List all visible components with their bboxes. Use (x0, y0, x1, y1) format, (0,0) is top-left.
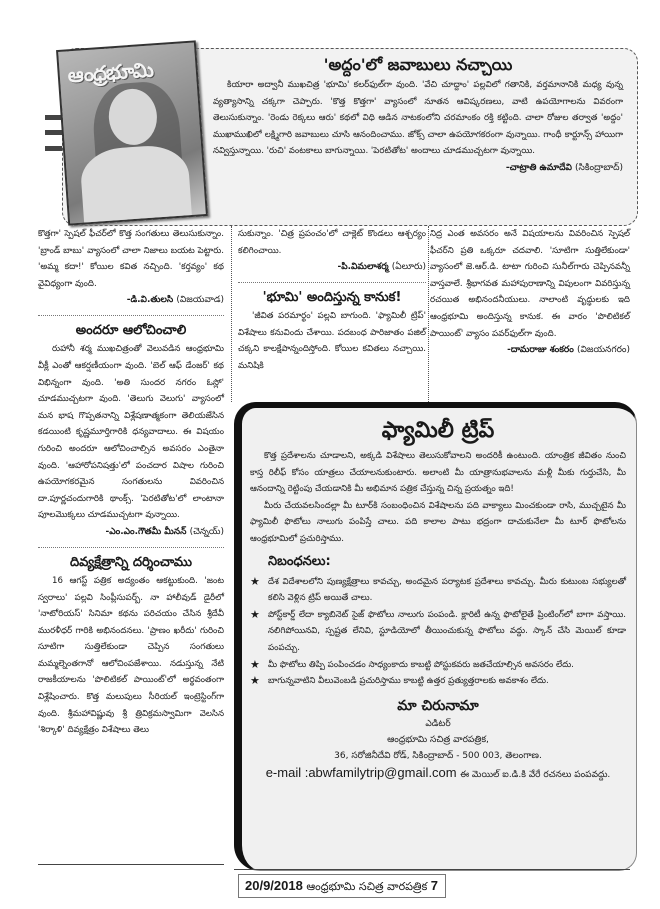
section-divider (238, 282, 426, 283)
letter-body: 'జీవిత పరమార్థం' పల్లవి బాగుంది. 'ఫ్యామిలీ ట్రిప్' విశేషాలు కనువిందు చేశాయి. పదబంధ పారిజాతం పజిల్ చక్కని కాలక్షేపాన్నందిస్తోంది. కోయిల కవితలు నచ్చాయి. మనిషికి (238, 311, 426, 371)
email-line (250, 764, 626, 784)
cover-masthead: ఆంధ్రభూమి (66, 57, 154, 88)
column-3 (430, 226, 630, 358)
column-2 (238, 226, 426, 375)
letter-body: 16 ఆగస్ట్ పత్రిక అద్యంతం ఆకట్టుకుంది. 'జంట స్వరాలు' పల్లవి సింప్లీసుపర్బ్. నా హాలీవుడ్ డైరీలో 'నాటోరియస్' సినిమా కథను పరిచయం చేసిన శ్రీదేవీ మురళీధర్ గారికి అభినందనలు. 'ప్రాణం ఖరీదు' గురించి సూటిగా సుత్తిలేకుండా చెప్పిన సంగతులు మమ్మల్నెంతగానో ఆలోచింపజేశాయి. నడుస్తున్న నేటి రాజకీయాలను 'పొలిటికల్ పాయింట్'లో అర్థవంతంగా విశ్లేషించారు. కొత్త మలుపులు సీరియల్ ఇంట్రెస్టింగ్‌గా వుంది. శ్రీమహావిష్ణువు శ్రీ త్రివిక్రమస్వామిగా వెలసిన 'శిర్కాళి' దివ్యక్షేత్రం విశేషాలు తెలు (38, 575, 224, 736)
column-1 (38, 226, 224, 739)
signature-place: (విజయవాడ) (176, 295, 224, 306)
signature-name: -ఎం.ఎం.గౌతమీ మీనన్ (105, 526, 187, 537)
page-footer (238, 874, 446, 898)
signature-place: (సికింద్రాబాద్) (575, 162, 623, 173)
rules-title: నిబంధనలు: (268, 553, 331, 569)
address-line: ఎడిటర్ (425, 718, 451, 729)
section-divider (38, 547, 224, 548)
letter-signature (238, 259, 426, 275)
letter-body: కొత్తగా' స్పెషల్ ఫీచర్‌లో కొత్త సంగతులు తెలుసుకున్నాం. 'బ్రాండ్ బాబు' వ్యాసంలో చాలా నిజాలు బయట పెట్టారు. 'అమ్మ కదా!' కోయిల కవిత నచ్చింది. 'కర్తవ్యం' కథ వైవిధ్యంగా వుంది. (38, 229, 224, 289)
rule-item (250, 574, 626, 607)
letter-body: రుహానీ శర్మ ముఖచిత్రంతో వెలువడిన ఆంధ్రభూమి వీక్లీ ఎంతో ఆకర్షణీయంగా వుంది. 'బెల్ ఆఫ్ డేంజర్' కథ విభిన్నంగా వుంది. 'అతి సుందర నగరం ఓస్లో' చూడముచ్చటగా వుంది. 'తెలుగు వెలుగు' వ్యాసంలో మన భాష గొప్పతనాన్ని విశ్లేషణాత్మకంగా తెలియజేసిన కడయింటి కృష్ణమూర్తిగారికి ధన్యవాదాలు. ఈ విషయం గురించి అందరూ ఆలోచించాల్సిన అవసరం ఎంతైనా వుంది. 'ఆహారోపనిషత్తు'లో పంచదార విషాల గురించి ఉపయోగకరమైన సంగతులను వివరించిన దా.పూర్ణచందుగారికి థాంక్స్. 'పెరటితోట'లో లాంటానా పూలమొక్కలు చూడముచ్చటగా వున్నాయి. (38, 344, 224, 521)
email-link[interactable]: abwfamilytrip@gmail.com (308, 764, 457, 780)
rule-item (250, 673, 626, 690)
magazine-cover-image (56, 40, 208, 225)
bottom-rule (38, 864, 224, 865)
family-trip-intro: కొత్త ప్రదేశాలను చూడాలని, అక్కడి విశేషాలు తెలుసుకోవాలని అందరికీ ఉంటుంది. యాంత్రిక జీవితం నుంచి కాస్త రిలీఫ్ కోసం యాత్రలు చేయాలనుకుంటారు. అలాంటి మీ యాత్రానుభవాలను మళ్లీ మీకు గుర్తుచేసి, మీ ఆనందాన్ని రెట్టింపు చేయడానికి మీ అభిమాన పత్రిక చేస్తున్న చిన్న ప్రయత్నం ఇది! (250, 451, 626, 495)
top-letter-signature (213, 160, 623, 176)
top-letter-heading: 'అద్దం'లో జవాబులు నచ్చాయి (323, 55, 513, 74)
signature-name: -డి.వి.తులసి (126, 295, 174, 306)
section-divider (38, 315, 224, 316)
column-divider (428, 226, 429, 402)
letter-signature (430, 342, 630, 358)
letter-heading: దివ్యక్షేత్రాన్ని దర్శించాము (69, 554, 193, 570)
rule-text: బాగున్నవాటిని వీలువెంబడి ప్రచురిస్తాము కాబట్టి ఉత్తర ప్రత్యుత్తరాలకు అవకాశం లేదు. (268, 676, 549, 687)
address-line: 36, సరోజినీదేవి రోడ్, సికింద్రాబాద్ - 500 003, తెలంగాణ. (334, 750, 542, 761)
email-note: ఈ మెయిల్ ఐ.డి.కి వేరే రచనలు పంపవద్దు. (460, 769, 611, 780)
page-number: 7 (430, 878, 439, 893)
letter-heading: అందరూ ఆలోచించాలి (75, 323, 187, 339)
column-divider (231, 226, 232, 402)
rule-text: పోస్ట్‌కార్డ్ లేదా క్యాబినెట్ సైజ్ ఫొటోలు నాలుగు పంపండి. క్లారిటీ ఉన్న ఫొటోలైతే ప్రింటింగ్‌లో బాగా వస్తాయి. నలిగిపోయినవి, స్పష్టత లేనివి, స్టూడియోలో తీయించుకున్న ఫొటోలు వద్దు. స్కాన్ చేసి మెయిల్ కూడా పంపచ్చు. (268, 609, 626, 653)
signature-name: -పి.విమలాశర్మ (337, 262, 389, 273)
rule-item (250, 607, 626, 657)
letter-heading: 'భూమి' అందిస్తున్న కానుక! (262, 290, 402, 306)
footer-publication: ఆంధ్రభూమి సచిత్ర వారపత్రిక (306, 880, 428, 893)
star-bullet-icon: ★ (250, 574, 260, 588)
cover-model-body (79, 143, 192, 225)
email-label: e-mail : (265, 764, 309, 780)
signature-place: (ఏలూరు) (391, 262, 426, 273)
address-line: ఆంధ్రభూమి సచిత్ర వారపత్రిక, (387, 734, 489, 745)
signature-place: (విజయనగరం) (576, 345, 630, 356)
rule-text: మీ ఫొటోలు తిప్పి పంపించడం సాధ్యంకాదు కాబట్టి పోస్టుకవరు జతచేయాల్సిన అవసరం లేదు. (268, 659, 574, 670)
family-trip-box (234, 402, 637, 871)
family-trip-instructions: మీరు చేయవలసిందల్లా మీ టూర్‌కి సంబంధించిన విశేషాలను పది వాక్యాలు మించకుండా రాసి, ముచ్చటైన మీ ఫ్యామిలీ ఫొటోలు నాలుగు పంపిస్తే చాలు. పది కాలాల పాటు భద్రంగా దాచుకునేలా మీ టూర్ ఫొటోలను ఆంధ్రభూమిలో ప్రచురిస్తాము. (250, 500, 627, 544)
family-trip-title: ఫ్యామిలీ ట్రిప్ (381, 418, 495, 443)
letter-body: నిద్ర ఎంత అవసరం అనే విషయాలను వివరించిన స్పెషల్ ఫీచర్‌ని ప్రతి ఒక్కరూ చదవాలి. 'సూటిగా సుత్తిలేకుండా' వ్యాసంలో జె.ఆర్.డి. టాటా గురించి సునీల్‌గారు చెప్పినవన్నీ వాస్తవాలే. శ్రీభాగవత మహాపురాణాన్ని విపులంగా వివరిస్తున్న రచయిత అభినందనీయులు. నాలాంటి వృద్ధులకు ఇది ఆంధ్రభూమి అందిస్తున్న కానుక. ఈ వారం 'పొలిటికల్ పాయింట్' వ్యాసం పవర్‌ఫుల్‌గా వుంది. (430, 229, 630, 339)
letter-signature (38, 524, 224, 540)
star-bullet-icon: ★ (250, 674, 260, 688)
top-letter-body: కియారా అద్వానీ ముఖచిత్ర 'భూమి' కలర్‌ఫుల్‌గా వుంది. 'వేచి చూద్దాం' పల్లవిలో గతానికి, వర్తమానానికి మధ్య వున్న వ్యత్యాసాన్ని చక్కగా చెప్పారు. 'కొత్త కొత్తగా' వ్యాసంలో నూతన ఆవిష్కరణలు, వాటి ఉపయోగాలను వివరంగా తెలుసుకున్నాం. 'రెండు రెక్కలు ఆరు' కథలో విధి ఆడిన నాటకంలోని చరమాంకం రక్తి కట్టింది. చాలా రోజుల తర్వాత 'అద్దం' ముఖాముఖిలో లక్ష్మిగారి జవాబులు చూసి ఆనందించాము. జోక్స్ చాలా ఉపయోగకరంగా వున్నాయి. గాంధీ కార్టూన్స్ హాయిగా నవ్విస్తున్నాయి. 'రుచి' వంటకాలు బాగున్నాయి. 'పెరటితోట' అందాలు చూడముచ్చటగా వున్నాయి. (213, 80, 623, 157)
footer-rule (234, 869, 630, 870)
address-title: మా చిరునామా (397, 697, 479, 714)
signature-place: (చెన్నయ్) (189, 526, 224, 537)
signature-name: -దామరాజు శంకరం (507, 345, 574, 356)
star-bullet-icon: ★ (250, 607, 260, 621)
letter-signature (38, 292, 224, 308)
rule-text: దేశ విదేశాలలోని పుణ్యక్షేత్రాలు కావచ్చు, అందమైన పర్యాటక ప్రదేశాలు కావచ్చు. మీరు కుటుంబ సభ్యులతో కలిసి వెళ్లిన ట్రిప్ అయితే చాలు. (268, 576, 626, 604)
footer-date: 20/9/2018 (245, 878, 303, 893)
star-bullet-icon: ★ (250, 657, 260, 671)
letter-body: సుకున్నాం. 'చిత్ర ప్రపంచం'లో చాక్లెట్ కొండలు ఆశ్చర్యం కలిగించాయి. (238, 229, 426, 256)
rule-item (250, 657, 626, 674)
signature-name: -చాట్రాతి ఉమాదేవి (505, 162, 572, 173)
